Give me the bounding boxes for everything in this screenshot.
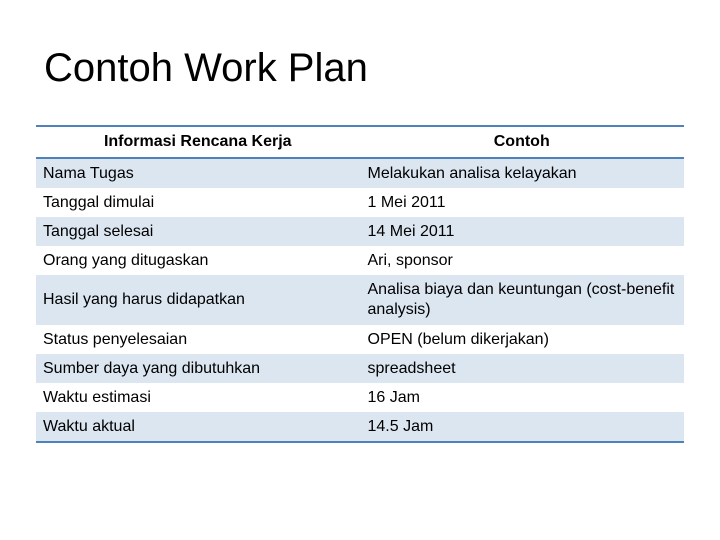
column-header-example: Contoh bbox=[360, 126, 685, 158]
row-label: Waktu estimasi bbox=[36, 383, 360, 412]
row-label: Sumber daya yang dibutuhkan bbox=[36, 354, 360, 383]
table-body bbox=[36, 158, 684, 442]
table-row-status bbox=[36, 325, 684, 354]
row-value: 16 Jam bbox=[360, 383, 685, 412]
row-value: Ari, sponsor bbox=[360, 246, 685, 275]
table-row-estimated-time bbox=[36, 383, 684, 412]
row-label: Orang yang ditugaskan bbox=[36, 246, 360, 275]
row-label: Nama Tugas bbox=[36, 158, 360, 188]
work-plan-table bbox=[36, 125, 684, 443]
table-header bbox=[36, 126, 684, 158]
row-value: OPEN (belum dikerjakan) bbox=[360, 325, 685, 354]
row-label: Tanggal dimulai bbox=[36, 188, 360, 217]
table-row-actual-time bbox=[36, 412, 684, 442]
table-row-resources bbox=[36, 354, 684, 383]
table-row-task-name bbox=[36, 158, 684, 188]
table-header-row bbox=[36, 126, 684, 158]
row-value: spreadsheet bbox=[360, 354, 685, 383]
table-row-end-date bbox=[36, 217, 684, 246]
row-label: Hasil yang harus didapatkan bbox=[36, 275, 360, 325]
slide-title: Contoh Work Plan bbox=[44, 46, 368, 90]
table-row-start-date bbox=[36, 188, 684, 217]
row-value: 14 Mei 2011 bbox=[360, 217, 685, 246]
row-value: 1 Mei 2011 bbox=[360, 188, 685, 217]
row-label: Waktu aktual bbox=[36, 412, 360, 442]
row-label: Tanggal selesai bbox=[36, 217, 360, 246]
row-value: 14.5 Jam bbox=[360, 412, 685, 442]
table-row-assignee bbox=[36, 246, 684, 275]
row-value: Melakukan analisa kelayakan bbox=[360, 158, 685, 188]
row-value: Analisa biaya dan keuntungan (cost-benefit analysis) bbox=[360, 275, 685, 325]
table-row-deliverable bbox=[36, 275, 684, 325]
column-header-info: Informasi Rencana Kerja bbox=[36, 126, 360, 158]
row-label: Status penyelesaian bbox=[36, 325, 360, 354]
